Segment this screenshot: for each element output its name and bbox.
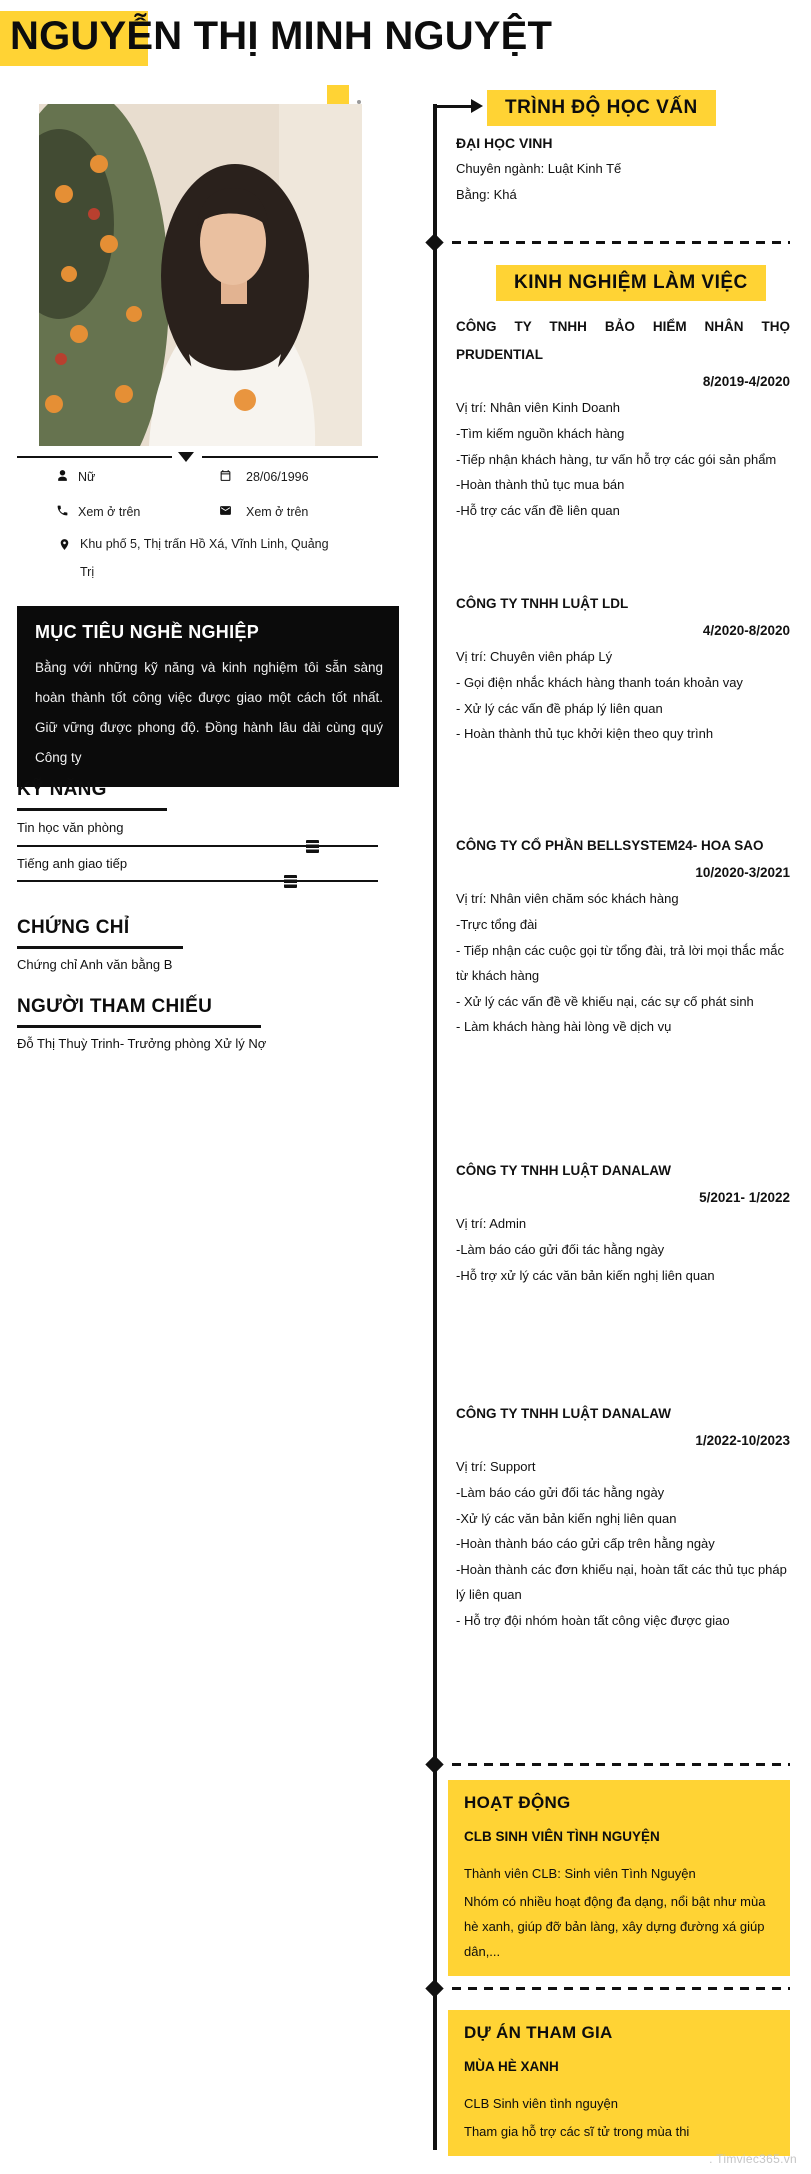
skill-slider-track: [17, 880, 378, 882]
job-position: Vị trí: Nhân viên chăm sóc khách hàng: [456, 891, 679, 906]
job-detail: -Trực tổng đài: [456, 917, 538, 932]
job-detail: -Hỗ trợ các vấn đề liên quan: [456, 502, 620, 518]
activities-section: [448, 1780, 790, 1976]
job-details: [456, 1480, 790, 1633]
job-detail: -Hoàn thành thủ tục mua bán: [456, 477, 625, 492]
certificates-heading-label: CHỨNG CHỈ: [17, 917, 130, 938]
job-period: 5/2021- 1/2022: [699, 1190, 790, 1205]
dob-value: 28/06/1996: [246, 470, 309, 484]
education-degree: Bằng: Khá: [456, 187, 517, 202]
timeline-dashed-divider: [452, 1987, 790, 1990]
job-detail: -Hoàn thành các đơn khiếu nại, hoàn tất các thủ tục pháp lý liên quan: [456, 1561, 787, 1602]
job-detail: -Làm báo cáo gửi đối tác hằng ngày: [456, 1485, 665, 1500]
phone-value: Xem ở trên: [78, 505, 141, 519]
projects-title: DỰ ÁN THAM GIA: [464, 2023, 613, 2042]
skill-slider: [17, 875, 378, 888]
references-heading-label: NGƯỜI THAM CHIẾU: [17, 996, 213, 1017]
project-org: CLB Sinh viên tình nguyện: [464, 2096, 618, 2111]
job-detail: - Hoàn thành thủ tục khởi kiện theo quy trình: [456, 726, 714, 741]
education-school: ĐẠI HỌC VINH: [456, 135, 553, 151]
skills-heading-label: KỸ NĂNG: [17, 779, 107, 800]
envelope-icon: [219, 504, 232, 517]
job-detail: - Gọi điện nhắc khách hàng thanh toán khoản vay: [456, 675, 743, 690]
skill-slider-handle: [284, 875, 297, 888]
timeline-arrow-icon: [471, 99, 483, 113]
education-section: [456, 130, 790, 208]
timeline-diamond: [425, 233, 443, 251]
job-period: 1/2022-10/2023: [695, 1433, 790, 1448]
activities-title: HOẠT ĐỘNG: [464, 1793, 571, 1812]
gender-value: Nữ: [78, 470, 96, 484]
job-details: [456, 1237, 790, 1288]
objective-text: Bằng với những kỹ năng và kinh nghiệm tôi sẵn sàng hoàn thành tốt công việc được giao một cách tốt nhất. Giữ vững được phong độ. Đồng hành lâu dài cùng quý Công ty: [35, 660, 383, 765]
education-section-title: TRÌNH ĐỘ HỌC VẤN: [487, 90, 716, 126]
skill-slider-track: [17, 845, 378, 847]
job-details: [456, 421, 790, 523]
job-detail: - Tiếp nhận các cuộc gọi từ tổng đài, trả lời mọi thắc mắc từ khách hàng: [456, 942, 784, 983]
job-period: 8/2019-4/2020: [702, 374, 790, 389]
address-value: Khu phố 5, Thị trấn Hồ Xá, Vĩnh Linh, Quảng Trị: [80, 537, 329, 579]
job-company: CÔNG TY TNHH LUẬT LDL: [456, 596, 629, 611]
timeline-arrow-shaft: [437, 105, 473, 108]
education-major: Chuyên ngành: Luật Kinh Tế: [456, 161, 622, 176]
job-company: CÔNG TY TNHH LUẬT DANALAW: [456, 1163, 671, 1178]
person-icon: [56, 469, 69, 482]
skill-label: Tin học văn phòng: [17, 820, 124, 835]
job-detail: -Xử lý các văn bản kiến nghị liên quan: [456, 1510, 677, 1526]
job-detail: - Xử lý các vấn đề về khiếu nại, các sự cố phát sinh: [456, 993, 754, 1009]
job-entry: [456, 590, 790, 747]
timeline-dashed-divider: [452, 241, 790, 244]
skills-heading: [17, 779, 167, 811]
map-pin-icon: [58, 538, 71, 551]
skills-heading-underline: [17, 808, 167, 811]
activities-member-line: Thành viên CLB: Sinh viên Tình Nguyện: [464, 1866, 696, 1881]
skill-label: Tiếng anh giao tiếp: [17, 856, 128, 871]
certificates-heading: [17, 917, 183, 949]
job-entry: [456, 1400, 790, 1633]
objective-section: [17, 606, 399, 787]
phone-icon: [56, 504, 69, 517]
job-company: CÔNG TY TNHH LUẬT DANALAW: [456, 1406, 671, 1421]
skill-slider: [17, 840, 378, 853]
job-detail: - Hỗ trợ đội nhóm hoàn tất công việc được giao: [456, 1612, 730, 1628]
timeline-line: [433, 104, 437, 2150]
job-detail: - Xử lý các vấn đề pháp lý liên quan: [456, 700, 663, 716]
divider-triangle-icon: [178, 452, 194, 462]
project-description: Tham gia hỗ trợ các sĩ tử trong mùa thi: [464, 2124, 690, 2139]
job-period: 10/2020-3/2021: [695, 865, 790, 880]
references-heading: [17, 996, 261, 1028]
job-period: 4/2020-8/2020: [702, 623, 790, 638]
job-entry: [456, 1157, 790, 1288]
job-detail: -Tìm kiếm nguồn khách hàng: [456, 426, 625, 441]
projects-section: [448, 2010, 790, 2156]
job-entry: [456, 313, 790, 523]
calendar-icon: [219, 469, 232, 482]
job-detail: -Hoàn thành báo cáo gửi cấp trên hằng ngày: [456, 1536, 715, 1551]
job-company: CÔNG TY TNHH BẢO HIỂM NHÂN THỌ PRUDENTIAL: [456, 319, 790, 362]
job-entry: [456, 832, 790, 1040]
profile-photo: [39, 104, 362, 446]
timeline-dashed-divider: [452, 1763, 790, 1766]
job-detail: -Làm báo cáo gửi đối tác hằng ngày: [456, 1242, 665, 1257]
job-detail: -Hỗ trợ xử lý các văn bản kiến nghị liên quan: [456, 1267, 715, 1283]
job-company: CÔNG TY CỔ PHẦN BELLSYSTEM24- HOA SAO: [456, 838, 764, 853]
experience-section-title: KINH NGHIỆM LÀM VIỆC: [496, 265, 766, 301]
job-details: [456, 670, 790, 747]
job-position: Vị trí: Nhân viên Kinh Doanh: [456, 400, 621, 415]
timeline-diamond: [425, 1755, 443, 1773]
job-detail: - Làm khách hàng hài lòng về dịch vụ: [456, 1019, 672, 1034]
objective-title: MỤC TIÊU NGHỀ NGHIỆP: [35, 622, 260, 642]
job-detail: -Tiếp nhận khách hàng, tư vấn hỗ trợ các gói sản phẩm: [456, 451, 777, 467]
job-details: [456, 912, 790, 1040]
job-position: Vị trí: Admin: [456, 1216, 527, 1231]
watermark: . Timviec365.vn: [709, 2152, 797, 2166]
activities-club: CLB SINH VIÊN TÌNH NGUYỆN: [464, 1829, 660, 1844]
photo-divider-right: [202, 456, 378, 458]
job-position: Vị trí: Support: [456, 1459, 536, 1474]
certificate-item: Chứng chỉ Anh văn bằng B: [17, 957, 173, 972]
photo-divider-left: [17, 456, 172, 458]
activities-description: Nhóm có nhiều hoạt động đa dạng, nổi bật như mùa hè xanh, giúp đỡ bản làng, xây dựng đường xá giúp dân,...: [464, 1894, 766, 1959]
candidate-name: NGUYỄN THỊ MINH NGUYỆT: [10, 14, 553, 58]
reference-item: Đỗ Thị Thuỳ Trinh- Trưởng phòng Xử lý Nợ: [17, 1036, 267, 1051]
skill-slider-handle: [306, 840, 319, 853]
email-value: Xem ở trên: [246, 505, 309, 519]
certificates-heading-underline: [17, 946, 183, 949]
references-heading-underline: [17, 1025, 261, 1028]
job-position: Vị trí: Chuyên viên pháp Lý: [456, 649, 613, 664]
timeline-diamond: [425, 1979, 443, 1997]
portrait-illustration: [39, 104, 362, 446]
project-name: MÙA HÈ XANH: [464, 2059, 559, 2074]
